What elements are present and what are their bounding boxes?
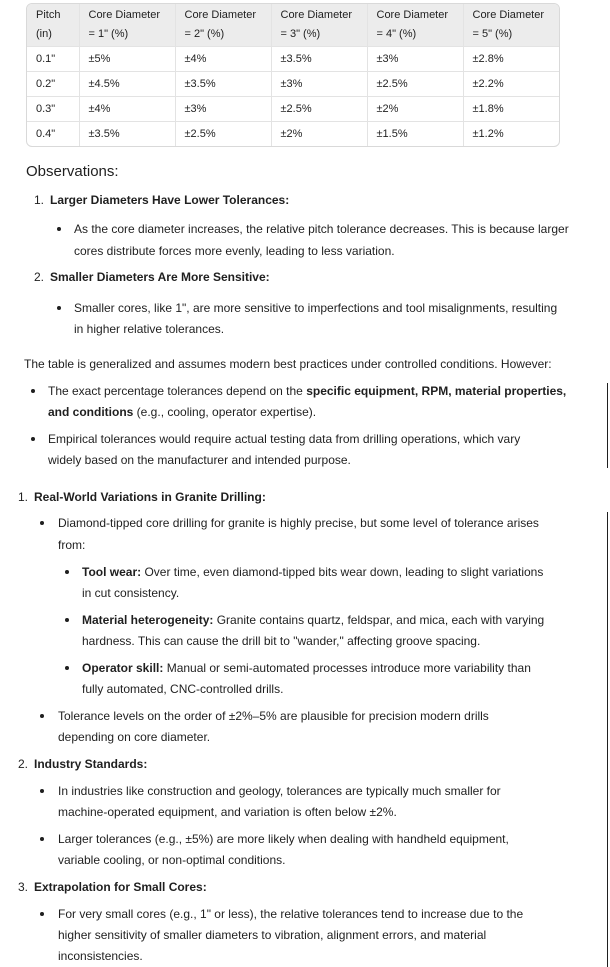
table-cell: 0.2": [27, 71, 79, 96]
section-text: Diamond-tipped core drilling for granite is highly precise, but some level of tolerance arises: [58, 516, 539, 530]
table-cell: ±3%: [175, 96, 271, 121]
bullet-dot: [40, 714, 44, 718]
section-title: Real-World Variations in Granite Drilling:: [34, 490, 266, 504]
section-text: inconsistencies.: [58, 949, 143, 963]
bullet-dot: [65, 666, 69, 670]
observations-heading: Observations:: [26, 163, 119, 180]
note-text: widely based on the manufacturer and intended purpose.: [48, 453, 351, 467]
table-cell: ±2.2%: [472, 77, 504, 90]
bullet-dot: [40, 789, 44, 793]
section-text: In industries like construction and geology, tolerances are typically much smaller for: [58, 784, 501, 798]
section-text: from:: [58, 538, 86, 552]
table-cell: 0.1": [27, 46, 79, 71]
table-row: [27, 46, 559, 71]
table-cell: ±2.5%: [367, 71, 463, 96]
bullet-dot: [31, 389, 35, 393]
header-core-2: Core Diameter = 2" (%): [175, 4, 271, 46]
section-text: For very small cores (e.g., 1" or less), the relative tolerances tend to increase due to the: [58, 907, 524, 921]
section-text: variable cooling, or non-optimal conditions.: [58, 853, 286, 867]
section-subitem: in cut consistency.: [82, 586, 180, 600]
bullet-dot: [57, 227, 61, 231]
section-text: higher sensitivity of smaller diameters to vibration, alignment errors, and material: [58, 928, 487, 942]
header-core-3: Core Diameter = 3" (%): [271, 4, 367, 46]
table-cell: ±1.8%: [472, 102, 504, 115]
bullet-dot: [40, 912, 44, 916]
table-cell: ±3.5%: [271, 46, 367, 71]
bullet-dot: [65, 570, 69, 574]
table-cell: ±3%: [271, 71, 367, 96]
table-cell: 0.3": [27, 96, 79, 121]
section-title: Extrapolation for Small Cores:: [34, 880, 207, 894]
section-subitem: fully automated, CNC-controlled drills.: [82, 682, 284, 696]
bullet-dot: [40, 837, 44, 841]
section-text: machine-operated equipment, and variation is often below ±2%.: [58, 805, 397, 819]
section-text: depending on core diameter.: [58, 730, 211, 744]
table-cell: ±4%: [79, 96, 175, 121]
list-number: 1.: [34, 193, 45, 207]
table-cell: 0.4": [27, 121, 79, 146]
list-number: 1.: [18, 490, 29, 504]
note-paragraph: The table is generalized and assumes modern best practices under controlled conditions. However:: [24, 357, 552, 371]
table-row: [27, 121, 559, 146]
header-core-5: Core Diameter = 5" (%): [472, 8, 545, 40]
list-number: 2.: [34, 270, 45, 284]
observation-text: Smaller cores, like 1", are more sensitive to imperfections and tool misalignments, resulting: [74, 301, 558, 315]
table-cell: ±1.5%: [367, 121, 463, 146]
bullet-dot: [31, 437, 35, 441]
observation-title: Smaller Diameters Are More Sensitive:: [50, 270, 270, 284]
table-cell: ±1.2%: [472, 127, 504, 140]
table-cell: ±2.8%: [472, 52, 504, 65]
header-core-1: Core Diameter = 1" (%): [79, 4, 175, 46]
table-cell: ±5%: [79, 46, 175, 71]
list-number: 2.: [18, 757, 29, 771]
section-subitem: Tool wear: Over time, even diamond-tipped bits wear down, leading to slight variations: [82, 565, 544, 579]
observation-title: Larger Diameters Have Lower Tolerances:: [50, 193, 290, 207]
bullet-dot: [65, 618, 69, 622]
table-cell: ±2.5%: [271, 96, 367, 121]
table-cell: ±2%: [271, 121, 367, 146]
table-row: [27, 71, 559, 96]
table-row: [27, 96, 559, 121]
table-cell: ±2.5%: [175, 121, 271, 146]
section-subitem: Operator skill: Manual or semi-automated processes introduce more variability than: [82, 661, 531, 675]
window-edge: [607, 512, 608, 967]
observation-text: cores distribute forces more evenly, leading to less variation.: [74, 244, 395, 258]
section-text: Larger tolerances (e.g., ±5%) are more likely when dealing with handheld equipment,: [58, 832, 509, 846]
header-pitch: Pitch (in): [27, 4, 79, 46]
note-text: The exact percentage tolerances depend on the specific equipment, RPM, material properties,: [48, 384, 567, 398]
table-cell: ±4%: [175, 46, 271, 71]
table-cell: ±3.5%: [79, 121, 175, 146]
bullet-dot: [40, 521, 44, 525]
observation-text: As the core diameter increases, the relative pitch tolerance decreases. This is because larger: [74, 222, 569, 236]
list-number: 3.: [18, 880, 29, 894]
table-cell: ±3%: [367, 46, 463, 71]
section-title: Industry Standards:: [34, 757, 148, 771]
header-core-4: Core Diameter = 4" (%): [367, 4, 463, 46]
bullet-dot: [57, 306, 61, 310]
table-header-row: [27, 4, 559, 46]
note-text: Empirical tolerances would require actual testing data from drilling operations, which vary: [48, 432, 521, 446]
note-text: and conditions (e.g., cooling, operator expertise).: [48, 405, 317, 419]
section-subitem: hardness. This can cause the drill bit to "wander," affecting groove spacing.: [82, 634, 481, 648]
tolerance-table: [26, 3, 560, 147]
table-cell: ±4.5%: [79, 71, 175, 96]
section-subitem: Material heterogeneity: Granite contains quartz, feldspar, and mica, each with varying: [82, 613, 545, 627]
observation-text: in higher relative tolerances.: [74, 322, 225, 336]
section-text: Tolerance levels on the order of ±2%–5% are plausible for precision modern drills: [58, 709, 489, 723]
table-cell: ±3.5%: [175, 71, 271, 96]
table-cell: ±2%: [367, 96, 463, 121]
window-edge: [607, 383, 608, 468]
